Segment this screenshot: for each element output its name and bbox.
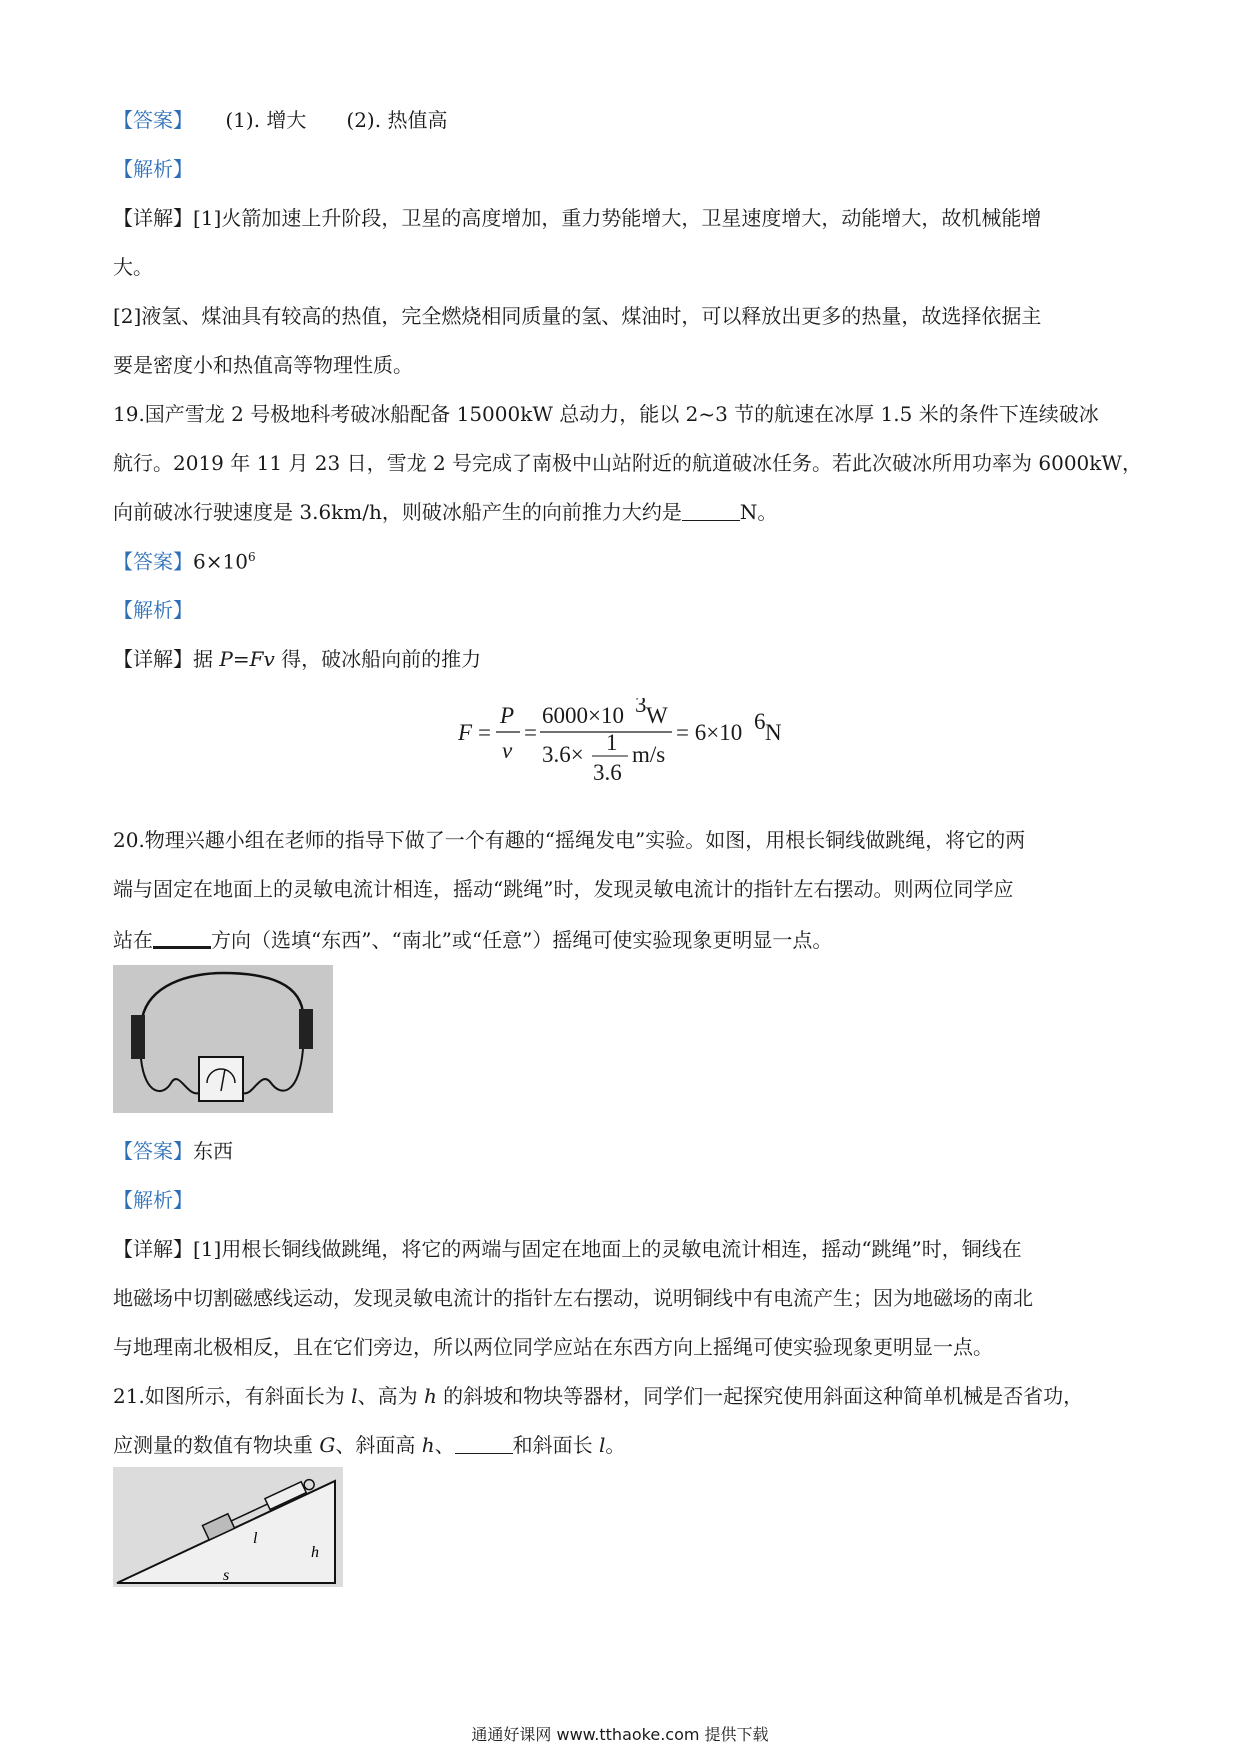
formula-result-exp: 6 bbox=[754, 709, 766, 734]
q21-text-5: 、斜面高 bbox=[335, 1433, 422, 1457]
q20-stem-line-2: 端与固定在地面上的灵敏电流计相连，摇动“跳绳”时，发现灵敏电流计的指针左右摆动。则两位同学应 bbox=[113, 877, 1014, 901]
q20-answer-line bbox=[113, 1141, 233, 1161]
answer-blank bbox=[455, 1435, 513, 1454]
q19-analysis-tag: 【解析】 bbox=[113, 598, 193, 622]
label-h: h bbox=[311, 1544, 319, 1561]
student-left bbox=[131, 1015, 145, 1059]
incline-figure bbox=[113, 1467, 343, 1587]
q19-detail-line bbox=[113, 649, 481, 669]
q21-text-4: 应测量的数值有物块重 bbox=[113, 1433, 320, 1457]
q18-analysis-tag: 【解析】 bbox=[113, 157, 193, 181]
answer-text: 6×10 bbox=[193, 549, 248, 574]
answer-blank bbox=[153, 928, 211, 949]
q19-answer-line bbox=[113, 551, 256, 572]
q21-stem-line-1 bbox=[113, 1386, 1083, 1406]
formula-eq-2: = bbox=[524, 720, 537, 745]
formula-result: = 6×10 bbox=[676, 720, 743, 745]
student-right bbox=[299, 1009, 313, 1049]
var-h-2: h bbox=[421, 1433, 435, 1457]
var-l-2: l bbox=[598, 1433, 606, 1457]
q20-stem-line-1: 20.物理兴趣小组在老师的指导下做了一个有趣的“摇绳发电”实验。如图，用根长铜线做跳绳，将它的两 bbox=[113, 828, 1026, 852]
q21-text-2: 、高为 bbox=[357, 1384, 424, 1408]
formula-numerator-exp: 3 bbox=[635, 698, 647, 717]
q20-analysis-tag: 【解析】 bbox=[113, 1188, 193, 1212]
q19-stem-line-3 bbox=[113, 502, 777, 522]
q19-stem-line-2: 航行。2019 年 11 月 23 日，雪龙 2 号完成了南极中山站附近的航道破冰任务。若此次破冰所用功率为 6000kW， bbox=[113, 451, 1142, 475]
q18-detail-line-2: 大。 bbox=[113, 255, 153, 279]
q18-answer-line bbox=[113, 110, 447, 130]
answer-tag: 【答案】 bbox=[113, 549, 193, 574]
detail-text-2: 得，破冰船向前的推力 bbox=[274, 647, 482, 671]
label-l: l bbox=[253, 1530, 258, 1547]
formula-denominator-unit: m/s bbox=[632, 742, 666, 767]
formula-numerator: 6000×10 bbox=[542, 703, 624, 728]
formula-denominator: 3.6× bbox=[542, 742, 584, 767]
q18-detail-line-1: 【详解】[1]火箭加速上升阶段，卫星的高度增加，重力势能增大，卫星速度增大，动能增大，故机械能增 bbox=[113, 206, 1042, 230]
formula-inner-num: 1 bbox=[606, 730, 618, 755]
formula-numerator-unit: W bbox=[646, 703, 668, 728]
answer-text: (1). 增大 (2). 热值高 bbox=[225, 108, 448, 132]
q21-text-6: 、 bbox=[434, 1433, 455, 1457]
formula-lhs: F bbox=[458, 720, 473, 745]
q21-text-3: 的斜坡和物块等器材，同学们一起探究使用斜面这种简单机械是否省功， bbox=[436, 1384, 1084, 1408]
var-h: h bbox=[423, 1384, 437, 1408]
q21-text-7: 和斜面长 bbox=[512, 1433, 599, 1457]
formula-inner-den: 3.6 bbox=[593, 760, 622, 785]
detail-formula: P=Fv bbox=[219, 647, 275, 671]
formula-result-unit: N bbox=[765, 720, 782, 745]
detail-text: 【详解】据 bbox=[113, 647, 220, 671]
q19-stem-line-1: 19.国产雪龙 2 号极地科考破冰船配备 15000kW 总动力，能以 2~3 节的航速在冰厚 1.5 米的条件下连续破冰 bbox=[113, 402, 1099, 426]
q20-detail-line-2: 地磁场中切割磁感线运动，发现灵敏电流计的指针左右摆动，说明铜线中有电流产生；因为地磁场的南北 bbox=[113, 1286, 1033, 1310]
q20-stem-text-2: 方向（选填“东西”、“南北”或“任意”）摇绳可使实验现象更明显一点。 bbox=[211, 928, 833, 952]
answer-exponent: 6 bbox=[247, 550, 256, 564]
answer-tag: 【答案】 bbox=[113, 1139, 193, 1163]
q19-stem-unit: N。 bbox=[739, 500, 778, 524]
var-l: l bbox=[351, 1384, 358, 1408]
q20-stem-text: 站在 bbox=[113, 928, 153, 952]
label-s: s bbox=[223, 1567, 230, 1584]
var-g: G bbox=[319, 1433, 336, 1457]
formula-eq: = bbox=[478, 720, 491, 745]
q19-stem-text: 向前破冰行驶速度是 3.6km/h，则破冰船产生的向前推力大约是 bbox=[113, 500, 682, 524]
thrust-formula bbox=[450, 698, 850, 788]
answer-tag: 【答案】 bbox=[113, 108, 193, 132]
q21-stem-line-2 bbox=[113, 1435, 625, 1455]
formula-p: P bbox=[500, 703, 515, 728]
formula-v: v bbox=[502, 738, 513, 763]
q21-text: 21.如图所示，有斜面长为 bbox=[113, 1384, 352, 1408]
q18-detail-line-3: [2]液氢、煤油具有较高的热值，完全燃烧相同质量的氢、煤油时，可以释放出更多的热量，故选择依据主 bbox=[113, 304, 1042, 328]
galvanometer bbox=[199, 1057, 243, 1101]
rope-generator-figure bbox=[113, 965, 333, 1113]
q21-text-8: 。 bbox=[605, 1433, 626, 1457]
q20-detail-line-3: 与地理南北极相反，且在它们旁边，所以两位同学应站在东西方向上摇绳可使实验现象更明显一点。 bbox=[113, 1335, 993, 1359]
answer-text: 东西 bbox=[193, 1139, 233, 1163]
q18-detail-line-4: 要是密度小和热值高等物理性质。 bbox=[113, 353, 413, 377]
answer-blank bbox=[682, 502, 740, 521]
q20-stem-line-3 bbox=[113, 928, 832, 950]
q20-detail-line-1: 【详解】[1]用根长铜线做跳绳，将它的两端与固定在地面上的灵敏电流计相连，摇动“跳绳”时，铜线在 bbox=[113, 1237, 1022, 1261]
footer-watermark: 通通好课网 www.tthaoke.com 提供下载 bbox=[471, 1725, 769, 1744]
